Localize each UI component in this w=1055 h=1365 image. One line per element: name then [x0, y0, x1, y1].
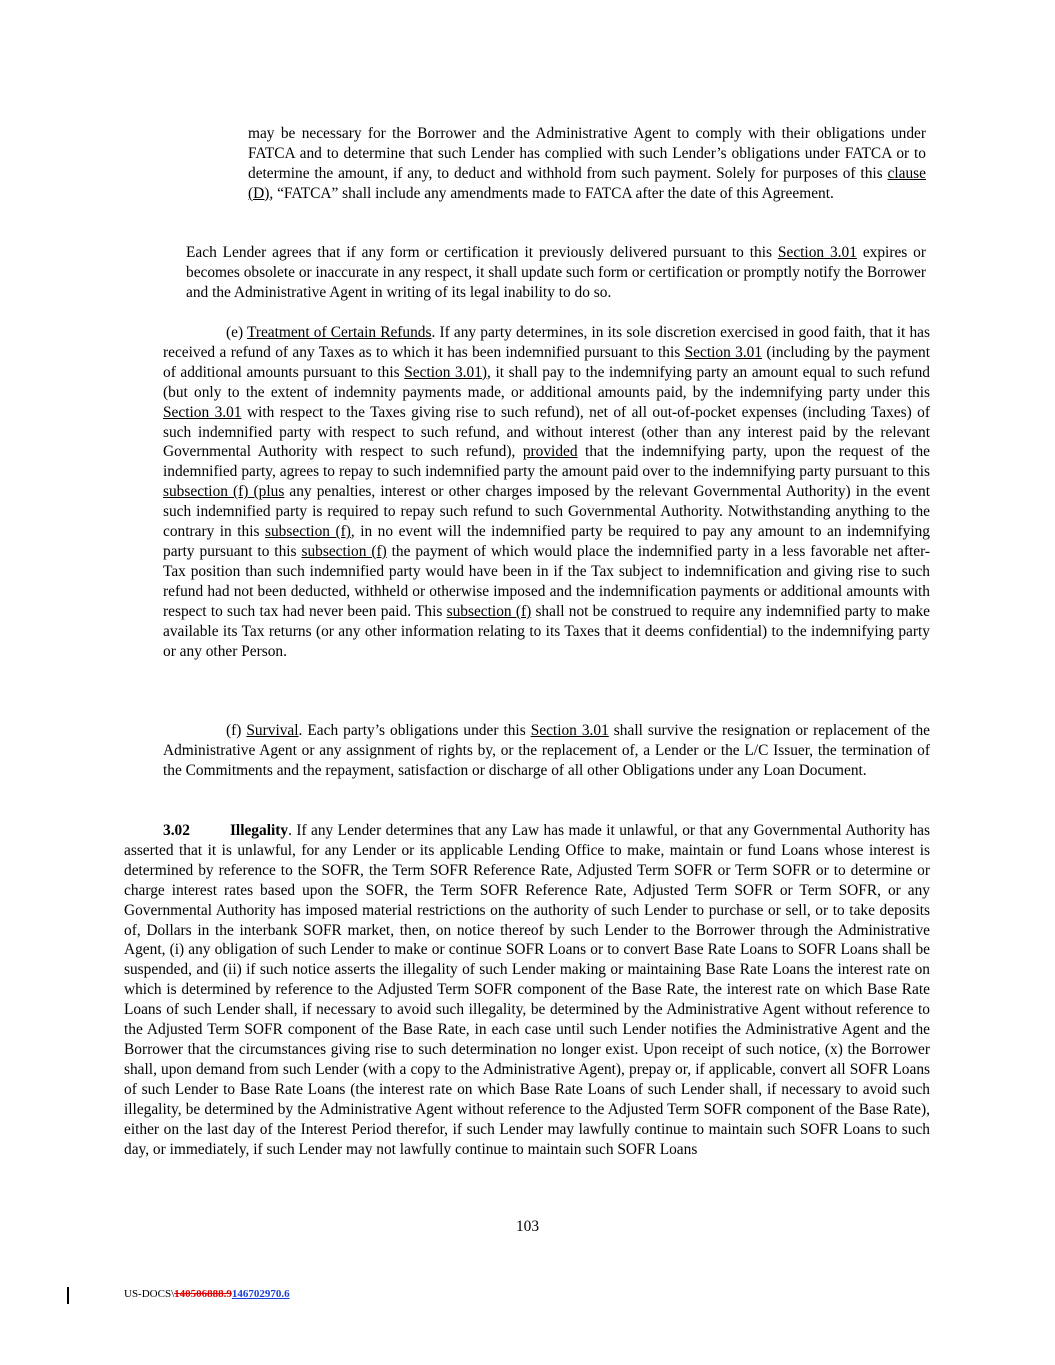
- change-bar: [67, 1287, 69, 1304]
- body-text: . If any Lender determines that any Law has made it unlawful, or that any Governmental Authority has asserted that it is unlawful, for any Lender or its applicable Lending Office to make, maintain or fund Loans whose interest is determined by reference to the SOFR, the Term SOFR Reference Rate, Adjusted Term SOFR or Term SOFR or to determine or charge interest rates based upon the SOFR, the Term SOFR Reference Rate, Adjusted Term SOFR or Term SOFR, or any Governmental Authority has imposed material restrictions on the authority of such Lender to purchase or sell, or to take deposits of, Dollars in the interbank SOFR market, then, on notice thereof by such Lender to the Borrower through the Administrative Agent, (i) any obligation of such Lender to make or continue SOFR Loans or to convert Base Rate Loans to SOFR Loans shall be suspended, and (ii) if such notice asserts the illegality of such Lender making or maintaining Base Rate Loans the interest rate on which is determined by reference to the Adjusted Term SOFR component of the Base Rate, the interest rate on which Base Rate Loans of such Lender shall, if necessary to avoid such illegality, be determined by the Administrative Agent without reference to the Adjusted Term SOFR component of the Base Rate, in each case until such Lender notifies the Administrative Agent and the Borrower that the circumstances giving rise to such determination no longer exist. Upon receipt of such notice, (x) the Borrower shall, upon demand from such Lender (with a copy to the Administrative Agent), prepay or, if applicable, convert all SOFR Loans of such Lender to Base Rate Loans (the interest rate on which Base Rate Loans of such Lender shall, if necessary to avoid such illegality, be determined by the Administrative Agent without reference to the Adjusted Term SOFR component of the Base Rate), either on the last day of the Interest Period therefor, if such Lender may lawfully continue to maintain such SOFR Loans to such day, or immediately, if such Lender may not lawfully continue to maintain such SOFR Loans: [124, 822, 930, 1158]
- cross-reference: Section 3.01: [777, 244, 857, 261]
- cross-reference: Treatment of Certain Refunds: [246, 324, 432, 341]
- body-text: (e): [226, 324, 247, 341]
- cross-reference: Section 3.01: [530, 722, 609, 739]
- survival-paragraph: [163, 721, 930, 781]
- body-text: , in no event will the indemnified party be required to pay any amount to an indemnifying party pursuant to this: [163, 523, 930, 560]
- cross-reference: subsection (f): [301, 542, 387, 560]
- body-text: Each Lender agrees that if any form or certification it previously delivered pursuant to this: [186, 244, 778, 261]
- page-number: 103: [515, 1218, 540, 1235]
- body-text: any penalties, interest or other charges imposed by the relevant Governmental Authority) in the event such indemnified party is required to repay such refund to such Governmental Authority. Notwithstanding anything to the contrary in this: [163, 483, 931, 541]
- footer-prefix: US-DOCS\: [124, 1288, 175, 1300]
- cross-reference: Section 3.01): [404, 363, 488, 381]
- inserted-doc-id: 146702970.6: [231, 1288, 290, 1300]
- body-text: expires or becomes obsolete or inaccurate in any respect, it shall update such form or certification or promptly notify the Borrower and the Administrative Agent in writing of its legal inability to do so.: [186, 244, 926, 301]
- body-text: , it shall pay to the indemnifying party an amount equal to such refund (but only to the extent of indemnity payments made, or additional amounts paid, by the indemnifying party under this: [163, 363, 930, 401]
- cross-reference: Section 3.01: [163, 403, 242, 421]
- body-text: may be necessary for the Borrower and the Administrative Agent to comply with their obligations under FATCA and to determine that such Lender has complied with such Lender’s obligations under FATCA or to determine the amount, if any, to deduct and withhold from such payment. Solely for purposes of this: [248, 125, 926, 182]
- body-text: . If any party determines, in its sole discretion exercised in good faith, that it has received a refund of any Taxes as to which it has been indemnified pursuant to this: [163, 324, 930, 361]
- deleted-doc-id: 140506888.9: [174, 1288, 232, 1300]
- body-text: the payment of which would place the indemnified party in a less favorable net after-Tax position than such indemnified party would have been in if the Tax subject to indemnification and giving rise to such refund had not been deducted, withheld or otherwise imposed and the indemnification payments or additional amounts with respect to such tax had never been paid. This: [163, 542, 931, 620]
- body-text: (f): [226, 722, 247, 739]
- cross-reference: subsection (f): [265, 523, 351, 541]
- section-heading: 3.02: [163, 822, 190, 839]
- cross-reference: subsection (f): [446, 602, 532, 620]
- body-text: that the indemnifying party, upon the request of the indemnified party, agrees to repay to such indemnified party the amount paid over to the indemnifying party pursuant to this: [163, 443, 930, 481]
- section-heading: Illegality: [229, 822, 289, 839]
- fatca-clause-continuation: [248, 124, 926, 204]
- cross-reference: Section 3.01: [684, 343, 763, 361]
- body-text: (including by the payment of additional amounts pursuant to this: [163, 343, 930, 381]
- cross-reference: Survival: [246, 722, 299, 739]
- form-update-paragraph: [186, 243, 926, 303]
- cross-reference: subsection (f) (plus: [163, 483, 285, 501]
- refunds-paragraph: [163, 323, 930, 661]
- body-text: shall survive the resignation or replacement of the Administrative Agent or any assignment of rights by, or the replacement of, a Lender or the L/C Issuer, the termination of the Commitments and the repayment, satisfaction or discharge of all other Obligations under any Loan Document.: [163, 722, 930, 779]
- document-footer: [124, 1288, 290, 1300]
- body-text: shall not be construed to require any indemnified party to make available its Tax returns (or any other information relating to its Taxes that it deems confidential) to the indemnifying party or any other Person.: [163, 602, 930, 660]
- body-text: , “FATCA” shall include any amendments made to FATCA after the date of this Agreement.: [269, 184, 834, 202]
- cross-reference: clause (D): [248, 164, 926, 202]
- body-text: . Each party’s obligations under this: [298, 722, 531, 739]
- illegality-paragraph: [124, 821, 930, 1159]
- body-text: with respect to the Taxes giving rise to such refund), net of all out-of-pocket expenses (including Taxes) of such indemnified party with respect to such refund, and without interest (other than any interest paid by the relevant Governmental Authority with respect to such refund),: [163, 403, 930, 461]
- cross-reference: provided: [522, 443, 578, 461]
